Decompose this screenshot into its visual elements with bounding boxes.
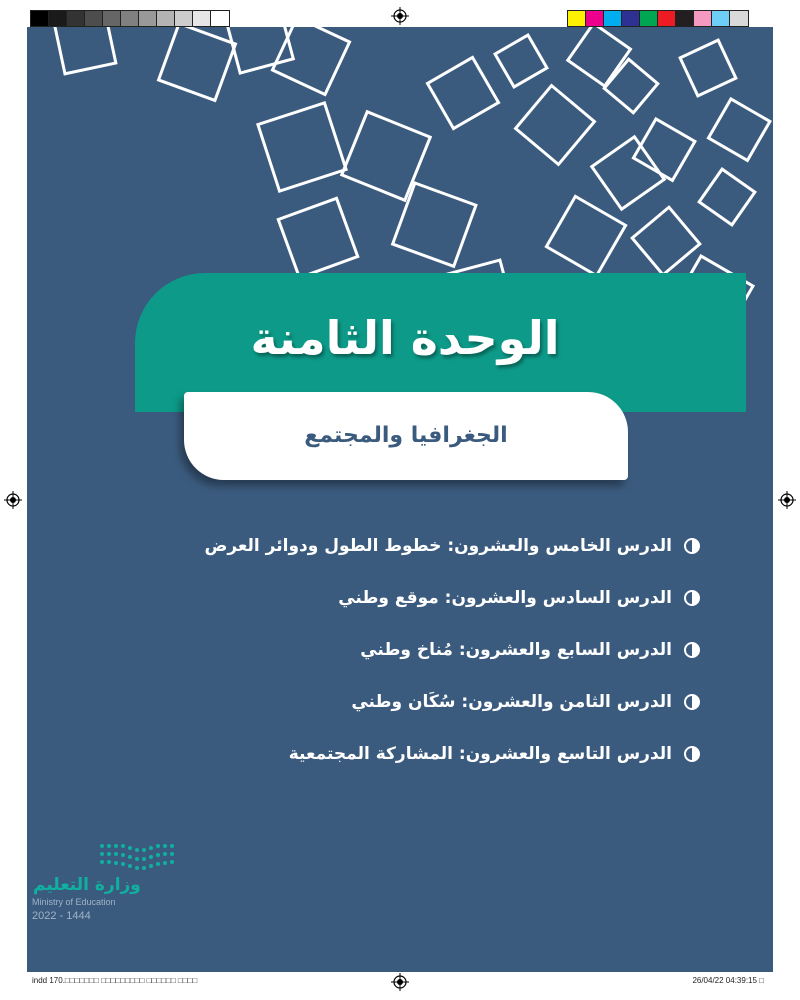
color-swatch bbox=[49, 11, 67, 26]
ministry-name-arabic: وزارة التعليم bbox=[33, 875, 141, 895]
color-swatch bbox=[586, 11, 604, 26]
color-swatch bbox=[103, 11, 121, 26]
color-swatch bbox=[31, 11, 49, 26]
color-swatch bbox=[640, 11, 658, 26]
print-slug-filename: indd 170.□□□□□□□ □□□□□□□□□ □□□□□□ □□□□ bbox=[32, 976, 198, 985]
color-swatch bbox=[157, 11, 175, 26]
edition-year: 2022 - 1444 bbox=[32, 910, 91, 922]
color-swatch bbox=[85, 11, 103, 26]
unit-subtitle: الجغرافيا والمجتمع bbox=[304, 423, 508, 448]
color-swatch bbox=[730, 11, 748, 26]
half-circle-bullet-icon bbox=[684, 590, 700, 606]
color-swatch bbox=[694, 11, 712, 26]
lesson-title: الدرس السابع والعشرون: مُناخ وطني bbox=[360, 640, 672, 660]
color-swatch bbox=[121, 11, 139, 26]
registration-mark-right-icon bbox=[778, 491, 796, 509]
registration-mark-bottom-icon bbox=[391, 973, 409, 991]
half-circle-bullet-icon bbox=[684, 694, 700, 710]
list-item bbox=[204, 676, 700, 728]
lesson-title: الدرس الخامس والعشرون: خطوط الطول ودوائر العرض bbox=[204, 536, 672, 556]
half-circle-bullet-icon bbox=[684, 746, 700, 762]
color-swatch bbox=[604, 11, 622, 26]
lesson-title: الدرس السادس والعشرون: موقع وطني bbox=[338, 588, 672, 608]
registration-mark-left-icon bbox=[4, 491, 22, 509]
lesson-title: الدرس التاسع والعشرون: المشاركة المجتمعية bbox=[288, 744, 672, 764]
half-circle-bullet-icon bbox=[684, 642, 700, 658]
color-swatch bbox=[139, 11, 157, 26]
gray-color-bar bbox=[30, 10, 230, 27]
color-swatch bbox=[175, 11, 193, 26]
list-item bbox=[204, 728, 700, 780]
ministry-name-english: Ministry of Education bbox=[32, 897, 116, 907]
list-item bbox=[204, 572, 700, 624]
color-swatch bbox=[67, 11, 85, 26]
color-swatch bbox=[211, 11, 229, 26]
list-item bbox=[204, 520, 700, 572]
list-item bbox=[204, 624, 700, 676]
color-swatch bbox=[658, 11, 676, 26]
color-swatch bbox=[712, 11, 730, 26]
half-circle-bullet-icon bbox=[684, 538, 700, 554]
ministry-logo-icon bbox=[30, 840, 190, 872]
unit-cover-page bbox=[27, 27, 773, 972]
color-swatch bbox=[193, 11, 211, 26]
color-swatch bbox=[622, 11, 640, 26]
color-swatch bbox=[676, 11, 694, 26]
print-slug-timestamp: 26/04/22 04:39:15 □ bbox=[692, 976, 764, 985]
unit-title: الوحدة الثامنة bbox=[250, 311, 560, 365]
color-swatch bbox=[568, 11, 586, 26]
lesson-title: الدرس الثامن والعشرون: سُكَان وطني bbox=[351, 692, 672, 712]
registration-mark-top-icon bbox=[391, 7, 409, 25]
lessons-list bbox=[204, 520, 700, 780]
cmyk-color-bar bbox=[567, 10, 749, 27]
